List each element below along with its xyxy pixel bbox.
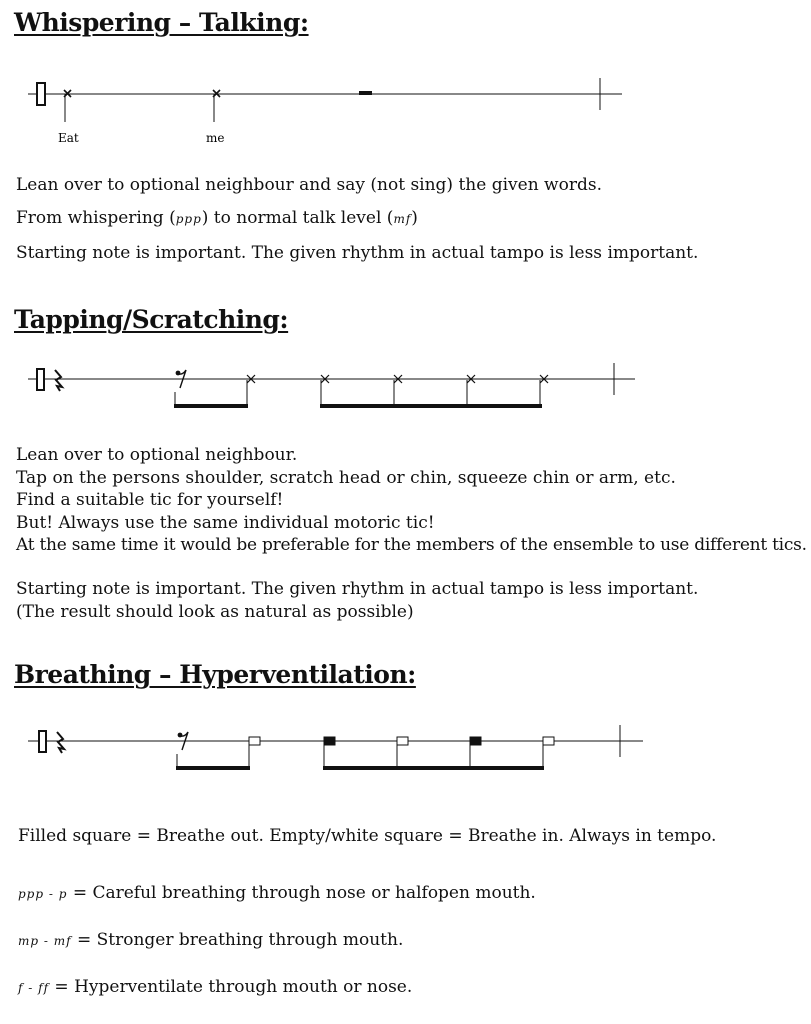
dynamic-range: ppp - p (18, 887, 68, 901)
tapping-instruction-7: (The result should look as natural as possible) (16, 601, 414, 622)
x-notehead (213, 90, 220, 122)
breathing-rule-1 (18, 882, 536, 906)
quarter-rest (55, 370, 62, 391)
text-fragment: = Stronger breathing through mouth. (71, 930, 404, 950)
dynamic-mf: mf (393, 212, 412, 226)
percussion-clef (39, 731, 46, 752)
whisper-instruction-3: Starting note is important. The given rhythm in actual tampo is less important. (16, 243, 699, 263)
beam (174, 404, 248, 408)
dynamic-ppp: ppp (175, 212, 202, 226)
tapping-staff (0, 360, 811, 420)
breathing-staff (0, 722, 811, 782)
text-fragment: From whispering ( (16, 208, 176, 228)
dynamic-range: f - ff (18, 981, 50, 995)
breathe-in-square (543, 737, 554, 745)
beam (320, 404, 542, 408)
tapping-instruction-4: But! Always use the same individual motoric tic! (16, 512, 435, 533)
breathe-in-square (397, 737, 408, 745)
section-title-breathing: Breathing – Hyperventilation: (14, 660, 416, 689)
percussion-clef (37, 83, 45, 105)
breathe-out-square (324, 737, 335, 745)
breathing-rule-2 (18, 929, 403, 953)
whisper-staff (0, 70, 811, 150)
whisper-instruction-1: Lean over to optional neighbour and say (not sing) the given words. (16, 175, 602, 195)
text-fragment: ) (411, 208, 418, 228)
text-fragment: ) to normal talk level ( (201, 208, 394, 228)
lyric-me: me (206, 131, 225, 145)
breathing-rule-3 (18, 976, 412, 1000)
tapping-instruction-1: Lean over to optional neighbour. (16, 445, 298, 465)
breathing-legend: Filled square = Breathe out. Empty/white square = Breathe in. Always in tempo. (18, 826, 717, 846)
text-fragment: = Careful breathing through nose or halfopen mouth. (67, 883, 536, 903)
tapping-instruction-3: Find a suitable tic for yourself! (16, 490, 284, 510)
beam (176, 766, 250, 770)
section-title-tapping: Tapping/Scratching: (14, 305, 289, 334)
lyric-eat: Eat (58, 131, 79, 145)
text-fragment: = Hyperventilate through mouth or nose. (49, 977, 413, 997)
breathe-in-square (249, 737, 260, 745)
breathe-out-square (470, 737, 481, 745)
half-rest (359, 91, 372, 95)
beam (323, 766, 544, 770)
x-notehead (64, 90, 71, 122)
quarter-rest (57, 732, 64, 753)
percussion-clef (37, 369, 44, 390)
tapping-instruction-5: At the same time it would be preferable for the members of the ensemble to use different tics. (16, 535, 807, 555)
dynamic-range: mp - mf (18, 934, 72, 948)
whisper-instruction-2 (16, 207, 418, 231)
section-title-whispering: Whispering – Talking: (14, 8, 309, 37)
tapping-instruction-6: Starting note is important. The given rhythm in actual tampo is less important. (16, 579, 699, 599)
tapping-instruction-2: Tap on the persons shoulder, scratch head or chin, squeeze chin or arm, etc. (16, 467, 676, 488)
